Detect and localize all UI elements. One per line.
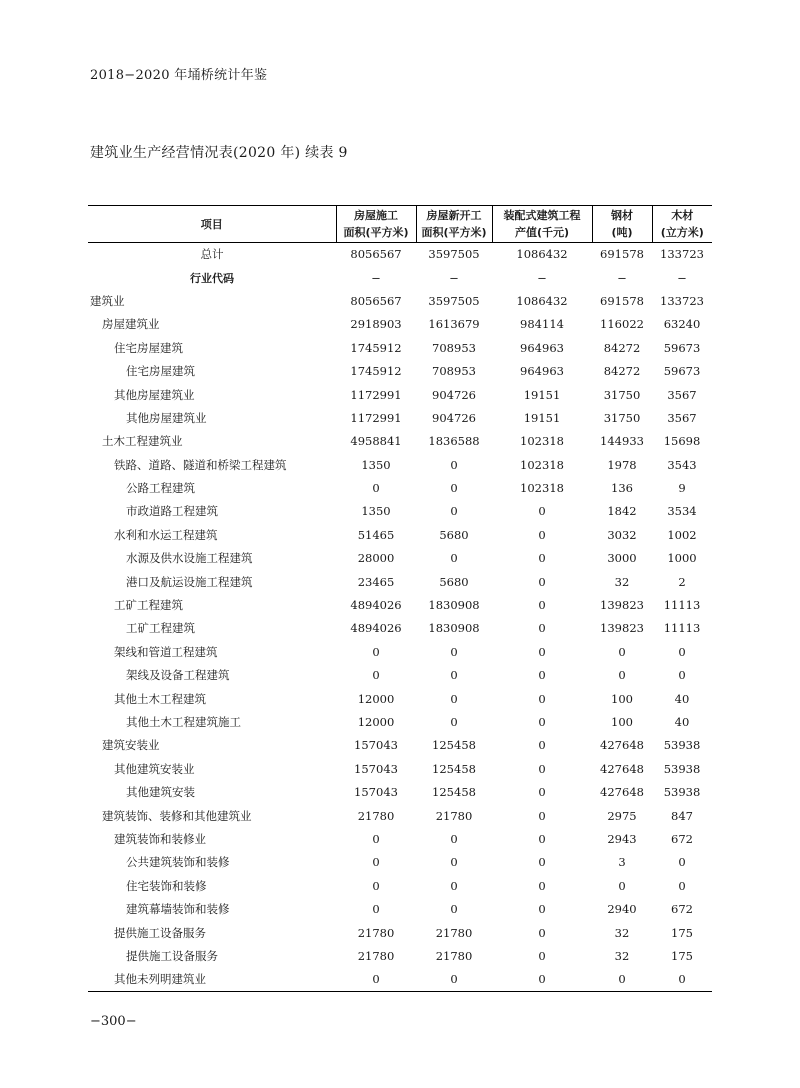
row-label: 建筑业 (90, 293, 125, 308)
column-header-label: 房屋施工 (354, 209, 398, 222)
data-cell: 0 (372, 902, 380, 917)
data-cell: 102318 (520, 434, 564, 449)
data-cell: 2943 (607, 831, 637, 846)
row-label: 公路工程建筑 (126, 481, 195, 496)
statistics-table-container (88, 205, 712, 992)
data-cell: 21780 (435, 925, 473, 940)
data-cell: 1978 (607, 457, 637, 472)
data-cell: 3567 (667, 410, 697, 425)
data-cell: 0 (538, 527, 546, 542)
data-cell: 691578 (600, 293, 644, 308)
data-cell: 125458 (432, 738, 476, 753)
table-row (88, 687, 712, 710)
data-cell: 0 (538, 855, 546, 870)
data-cell: 0 (372, 668, 380, 683)
data-cell: 1745912 (350, 340, 402, 355)
data-cell: 1830908 (428, 621, 480, 636)
data-cell: 427648 (600, 761, 644, 776)
row-label: 工矿工程建筑 (126, 621, 195, 636)
row-label: 其他房屋建筑业 (114, 387, 195, 402)
data-cell: 139823 (600, 621, 644, 636)
data-cell: 0 (492, 968, 592, 991)
data-cell: − (617, 270, 627, 285)
data-cell: 0 (538, 504, 546, 519)
data-cell: 708953 (432, 340, 476, 355)
table-row (88, 897, 712, 920)
data-cell: 19151 (523, 387, 561, 402)
table-row (88, 500, 712, 523)
row-label: 建筑装饰和装修业 (114, 831, 206, 846)
running-head: 2018−2020 年埇桥统计年鉴 (90, 68, 268, 83)
data-cell: 157043 (354, 761, 398, 776)
data-cell: 102318 (520, 481, 564, 496)
data-cell: 904726 (432, 410, 476, 425)
table-row (88, 921, 712, 944)
data-cell: 0 (450, 902, 458, 917)
data-cell: 1830908 (428, 598, 480, 613)
table-row (88, 406, 712, 429)
row-label: 行业代码 (190, 271, 234, 285)
data-cell: 8056567 (350, 247, 402, 262)
data-cell: 23465 (357, 574, 395, 589)
data-cell: 0 (652, 968, 712, 991)
data-cell: 0 (450, 504, 458, 519)
data-cell: 0 (538, 668, 546, 683)
data-cell: 4958841 (350, 434, 402, 449)
data-cell: 2918903 (350, 317, 402, 332)
data-cell: 84272 (603, 340, 641, 355)
data-cell: 5680 (439, 574, 469, 589)
data-cell: 0 (538, 598, 546, 613)
column-header-steel (592, 206, 652, 243)
data-cell: 0 (372, 855, 380, 870)
data-cell: 31750 (603, 387, 641, 402)
data-cell: 0 (538, 738, 546, 753)
data-cell: 144933 (600, 434, 644, 449)
data-cell: 125458 (432, 785, 476, 800)
data-cell: 3543 (667, 457, 697, 472)
data-cell: 0 (678, 668, 686, 683)
data-cell: 1350 (361, 457, 391, 472)
data-cell: 4894026 (350, 598, 402, 613)
data-cell: 0 (450, 457, 458, 472)
data-cell: 0 (372, 481, 380, 496)
table-row (88, 453, 712, 476)
row-label: 住宅房屋建筑 (126, 364, 195, 379)
data-cell: 0 (450, 481, 458, 496)
table-row (88, 430, 712, 453)
data-cell: 32 (614, 925, 630, 940)
data-cell: 59673 (663, 364, 701, 379)
column-header-unit: (吨) (611, 226, 633, 239)
data-cell: 0 (450, 551, 458, 566)
row-label: 建筑幕墙装饰和装修 (126, 902, 230, 917)
data-cell: 19151 (523, 410, 561, 425)
data-cell: 708953 (432, 364, 476, 379)
table-row (88, 780, 712, 803)
data-cell: 0 (538, 808, 546, 823)
data-cell: 100 (611, 715, 633, 729)
data-cell: 51465 (357, 527, 395, 542)
data-cell: 0 (336, 968, 416, 991)
row-label: 港口及航运设施工程建筑 (126, 574, 253, 589)
data-cell: 964963 (520, 340, 564, 355)
column-header-construction-area (336, 206, 416, 243)
row-label: 其他未列明建筑业 (88, 968, 336, 991)
row-label: 住宅装饰和装修 (126, 878, 207, 893)
row-label: 提供施工设备服务 (126, 948, 218, 963)
data-cell: 0 (538, 691, 546, 706)
data-cell: 9 (678, 481, 686, 496)
data-cell: 21780 (435, 808, 473, 823)
data-cell: 3567 (667, 387, 697, 402)
data-cell: 15698 (663, 434, 701, 449)
data-cell: 12000 (357, 691, 395, 706)
data-cell: 21780 (357, 948, 395, 963)
row-label: 土木工程建筑业 (102, 434, 183, 449)
data-cell: 0 (678, 644, 686, 659)
data-cell: 1002 (667, 527, 697, 542)
table-row (88, 243, 712, 266)
table-row (88, 874, 712, 897)
column-header-prefab-output (492, 206, 592, 243)
data-cell: 0 (450, 691, 458, 706)
data-cell: 0 (450, 855, 458, 870)
table-row (88, 383, 712, 406)
data-cell: 63240 (663, 317, 701, 332)
data-cell: 0 (450, 831, 458, 846)
data-cell: 5680 (439, 527, 469, 542)
column-header-unit: 面积(平方米) (421, 226, 487, 239)
data-cell: 21780 (357, 925, 395, 940)
data-cell: 1836588 (428, 434, 480, 449)
data-cell: − (449, 270, 459, 285)
data-cell: 2 (678, 574, 686, 589)
data-cell: 0 (450, 715, 458, 729)
row-label: 提供施工设备服务 (114, 925, 206, 940)
column-header-timber (652, 206, 712, 243)
data-cell: 3597505 (428, 293, 480, 308)
table-row (88, 804, 712, 827)
table-row (88, 570, 712, 593)
data-cell: 0 (538, 715, 546, 729)
table-row (88, 734, 712, 757)
data-cell: 0 (372, 831, 380, 846)
row-label: 建筑装饰、装修和其他建筑业 (102, 808, 252, 823)
data-cell: 3032 (607, 527, 637, 542)
data-cell: 21780 (435, 948, 473, 963)
row-label: 住宅房屋建筑 (114, 340, 183, 355)
column-header-item (88, 206, 336, 243)
data-cell: 904726 (432, 387, 476, 402)
data-cell: 691578 (600, 247, 644, 262)
column-header-item-label: 项目 (200, 217, 223, 231)
data-cell: 1172991 (350, 387, 402, 402)
data-cell: 21780 (357, 808, 395, 823)
row-label: 市政道路工程建筑 (126, 504, 218, 519)
data-cell: 0 (450, 644, 458, 659)
data-cell: 3597505 (428, 247, 480, 262)
data-cell: 1086432 (516, 247, 568, 262)
data-cell: − (537, 270, 547, 285)
row-label: 水利和水运工程建筑 (114, 527, 218, 542)
row-label: 其他房屋建筑业 (126, 410, 207, 425)
column-header-label: 房屋新开工 (426, 209, 482, 222)
table-header (88, 206, 712, 243)
data-cell: 0 (450, 878, 458, 893)
row-label: 其他建筑安装 (126, 785, 195, 800)
data-cell: 427648 (600, 738, 644, 753)
column-header-label: 木材 (671, 209, 694, 222)
data-cell: 157043 (354, 785, 398, 800)
data-cell: 157043 (354, 738, 398, 753)
data-cell: 175 (671, 925, 693, 940)
data-cell: 133723 (660, 247, 704, 262)
data-cell: 0 (538, 925, 546, 940)
data-cell: 0 (618, 644, 626, 659)
table-row (88, 617, 712, 640)
data-cell: 31750 (603, 410, 641, 425)
data-cell: 0 (416, 968, 492, 991)
row-label: 铁路、道路、隧道和桥梁工程建筑 (114, 457, 287, 472)
table-row (88, 266, 712, 289)
data-cell: 100 (611, 691, 633, 706)
data-cell: 3534 (667, 504, 697, 519)
data-cell: 0 (538, 574, 546, 589)
column-header-unit: (立方米) (660, 226, 704, 239)
data-cell: 0 (538, 878, 546, 893)
table-row (88, 710, 712, 733)
data-cell: 4894026 (350, 621, 402, 636)
data-cell: 0 (538, 621, 546, 636)
data-cell: 116022 (600, 317, 644, 332)
statistics-table (88, 205, 712, 992)
table-row (88, 359, 712, 382)
data-cell: 0 (538, 831, 546, 846)
data-cell: 0 (538, 948, 546, 963)
data-cell: 0 (592, 968, 652, 991)
data-cell: 1842 (607, 504, 637, 519)
data-cell: 0 (678, 855, 686, 870)
table-row (88, 944, 712, 967)
table-row (88, 289, 712, 312)
data-cell: 427648 (600, 785, 644, 800)
data-cell: 1000 (667, 551, 697, 566)
data-cell: 11113 (663, 598, 701, 613)
data-cell: 672 (671, 831, 693, 846)
table-row (88, 851, 712, 874)
table-row (88, 640, 712, 663)
data-cell: 3 (618, 855, 626, 870)
data-cell: 11113 (663, 621, 701, 636)
data-cell: 125458 (432, 761, 476, 776)
data-cell: 984114 (520, 317, 564, 332)
data-cell: 32 (614, 948, 630, 963)
data-cell: 0 (618, 668, 626, 683)
table-body (88, 243, 712, 992)
column-header-new-construction-area (416, 206, 492, 243)
data-cell: 1172991 (350, 410, 402, 425)
data-cell: 40 (674, 715, 690, 729)
table-row (88, 757, 712, 780)
row-label: 其他土木工程建筑 (114, 691, 206, 706)
table-row (88, 547, 712, 570)
data-cell: 53938 (663, 738, 701, 753)
data-cell: 1745912 (350, 364, 402, 379)
table-row (88, 313, 712, 336)
data-cell: 139823 (600, 598, 644, 613)
data-cell: 136 (611, 481, 633, 496)
data-cell: 0 (450, 668, 458, 683)
data-cell: 53938 (663, 785, 701, 800)
table-title: 建筑业生产经营情况表(2020 年) 续表 9 (90, 145, 348, 161)
row-label: 工矿工程建筑 (114, 598, 183, 613)
data-cell: 53938 (663, 761, 701, 776)
column-header-unit: 产值(千元) (514, 226, 570, 239)
row-label: 架线及设备工程建筑 (126, 668, 230, 683)
data-cell: 102318 (520, 457, 564, 472)
table-row (88, 523, 712, 546)
table-row (88, 476, 712, 499)
data-cell: 1350 (361, 504, 391, 519)
data-cell: 12000 (357, 715, 395, 729)
data-cell: 0 (618, 878, 626, 893)
row-label: 其他建筑安装业 (114, 761, 195, 776)
data-cell: 0 (538, 761, 546, 776)
data-cell: 40 (674, 691, 690, 706)
table-row (88, 827, 712, 850)
data-cell: 847 (671, 808, 693, 823)
table-row (88, 664, 712, 687)
row-label: 公共建筑装饰和装修 (126, 855, 230, 870)
data-cell: 175 (671, 948, 693, 963)
table-row (88, 593, 712, 616)
table-header-row (88, 206, 712, 243)
data-cell: 1086432 (516, 293, 568, 308)
data-cell: 672 (671, 902, 693, 917)
data-cell: 28000 (357, 551, 395, 566)
data-cell: 0 (538, 902, 546, 917)
data-cell: 2975 (607, 808, 637, 823)
data-cell: 84272 (603, 364, 641, 379)
row-label: 架线和管道工程建筑 (114, 644, 218, 659)
row-label: 房屋建筑业 (102, 317, 160, 332)
column-header-unit: 面积(平方米) (343, 226, 409, 239)
row-label: 水源及供水设施工程建筑 (126, 551, 253, 566)
data-cell: 32 (614, 574, 630, 589)
table-row (88, 336, 712, 359)
data-cell: 3000 (607, 551, 637, 566)
data-cell: 1613679 (428, 317, 480, 332)
data-cell: − (677, 270, 687, 285)
data-cell: 2940 (607, 902, 637, 917)
data-cell: 0 (538, 644, 546, 659)
data-cell: 8056567 (350, 293, 402, 308)
table-row (88, 968, 712, 991)
row-label: 建筑安装业 (102, 738, 160, 753)
data-cell: 964963 (520, 364, 564, 379)
page-number: −300− (90, 1014, 137, 1029)
data-cell: 59673 (663, 340, 701, 355)
data-cell: 0 (372, 878, 380, 893)
column-header-label: 装配式建筑工程 (503, 209, 581, 222)
data-cell: 133723 (660, 293, 704, 308)
row-label: 其他土木工程建筑施工 (126, 715, 241, 729)
data-cell: 0 (538, 785, 546, 800)
data-cell: 0 (538, 551, 546, 566)
column-header-label: 钢材 (611, 209, 633, 222)
data-cell: 0 (372, 644, 380, 659)
row-label: 总计 (200, 247, 224, 262)
data-cell: − (371, 270, 381, 285)
data-cell: 0 (678, 878, 686, 893)
